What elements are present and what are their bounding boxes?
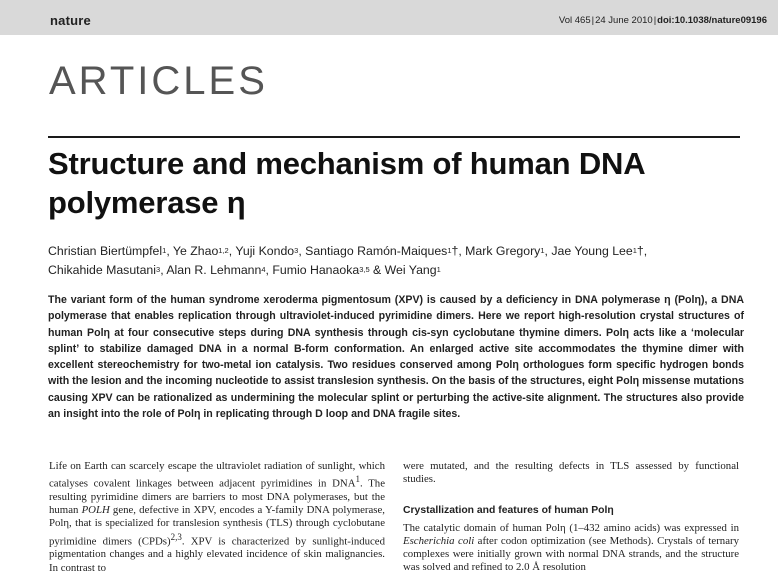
authors-line-1: Christian Biertümpfel$^1$, Ye Zhao$^{1,2}$, Yuji Kondo$^3$, Santiago Ramón-Maiques$^1$†, Mark Gregory$^1$, Jae Young Lee$^1$†, — [48, 244, 648, 258]
body-column-right — [403, 460, 739, 574]
section-label: ARTICLES — [49, 59, 268, 103]
separator: | — [591, 15, 595, 26]
title-line-2: polymerase η — [48, 185, 246, 220]
title-line-1: Structure and mechanism of human DNA — [48, 146, 646, 181]
publication-date: 24 June 2010 — [595, 15, 653, 26]
crystallization-paragraph: The catalytic domain of human Polη (1–432 amino acids) was expressed in Escherichia coli after codon optimization (see Methods). Crystals of ternary complexes were initially grown with normal DNA strands, and the structure was solved and refined to 2.0 Å resolution — [403, 521, 739, 574]
authors-line-2: Chikahide Masutani$^3$, Alan R. Lehmann$^4$, Fumio Hanaoka$^{3,5}$ & Wei Yang$^1$ — [48, 263, 441, 277]
volume: Vol 465 — [558, 15, 591, 26]
author-list — [48, 242, 748, 280]
continuation-paragraph: were mutated, and the resulting defects in TLS assessed by functional studies. — [403, 460, 739, 486]
journal-name: nature — [50, 13, 91, 28]
body-column-left — [49, 460, 385, 575]
intro-paragraph: Life on Earth can scarcely escape the ultraviolet radiation of sunlight, which catalyses covalent linkages between adjacent pyrimidines in DNA$^1$. The resulting pyrimidine dimers are barriers to most DNA polymerases, but the human POLH gene, defective in XPV, encodes a Y-family DNA polymerase, Polη, that is specialized for translesion synthesis (TLS) through cyclobutane pyrimidine dimers (CPDs)$^{2,3}$. XPV is characterized by sunlight-induced pigmentation changes and a highly elevated incidence of skin malignancies. In contrast to — [49, 460, 386, 574]
top-header-bar — [0, 0, 778, 35]
article-title — [48, 144, 748, 222]
abstract: The variant form of the human syndrome xeroderma pigmentosum (XPV) is caused by a deficiency in DNA polymerase η (Polη), a DNA polymerase that enables replication through ultraviolet-induced pyrimidine dimers. Here we report high-resolution crystal structures of human Polη at four consecutive steps during DNA synthesis through cis-syn cyclobutane thymine dimers. Polη acts like a ‘molecular splint’ to stabilize damaged DNA in a normal B-form conformation. An enlarged active site accommodates the thymine dimer with excellent stereochemistry for two-metal ion catalysis. Two residues conserved among Polη orthologues form specific hydrogen bonds with the lesion and the incoming nucleotide to assist translesion synthesis. On the basis of the structures, eight Polη missense mutations causing XPV can be rationalized as undermining the molecular splint or perturbing the active-site alignment. The structures also provide an insight into the role of Polη in replicating through D loop and DNA fragile sites. — [48, 294, 744, 421]
title-rule — [48, 136, 740, 138]
separator: | — [653, 15, 657, 26]
citation-line — [559, 15, 767, 26]
section-heading: Crystallization and features of human Polη — [403, 505, 614, 517]
doi-link[interactable]: doi:10.1038/nature09196 — [657, 15, 767, 26]
